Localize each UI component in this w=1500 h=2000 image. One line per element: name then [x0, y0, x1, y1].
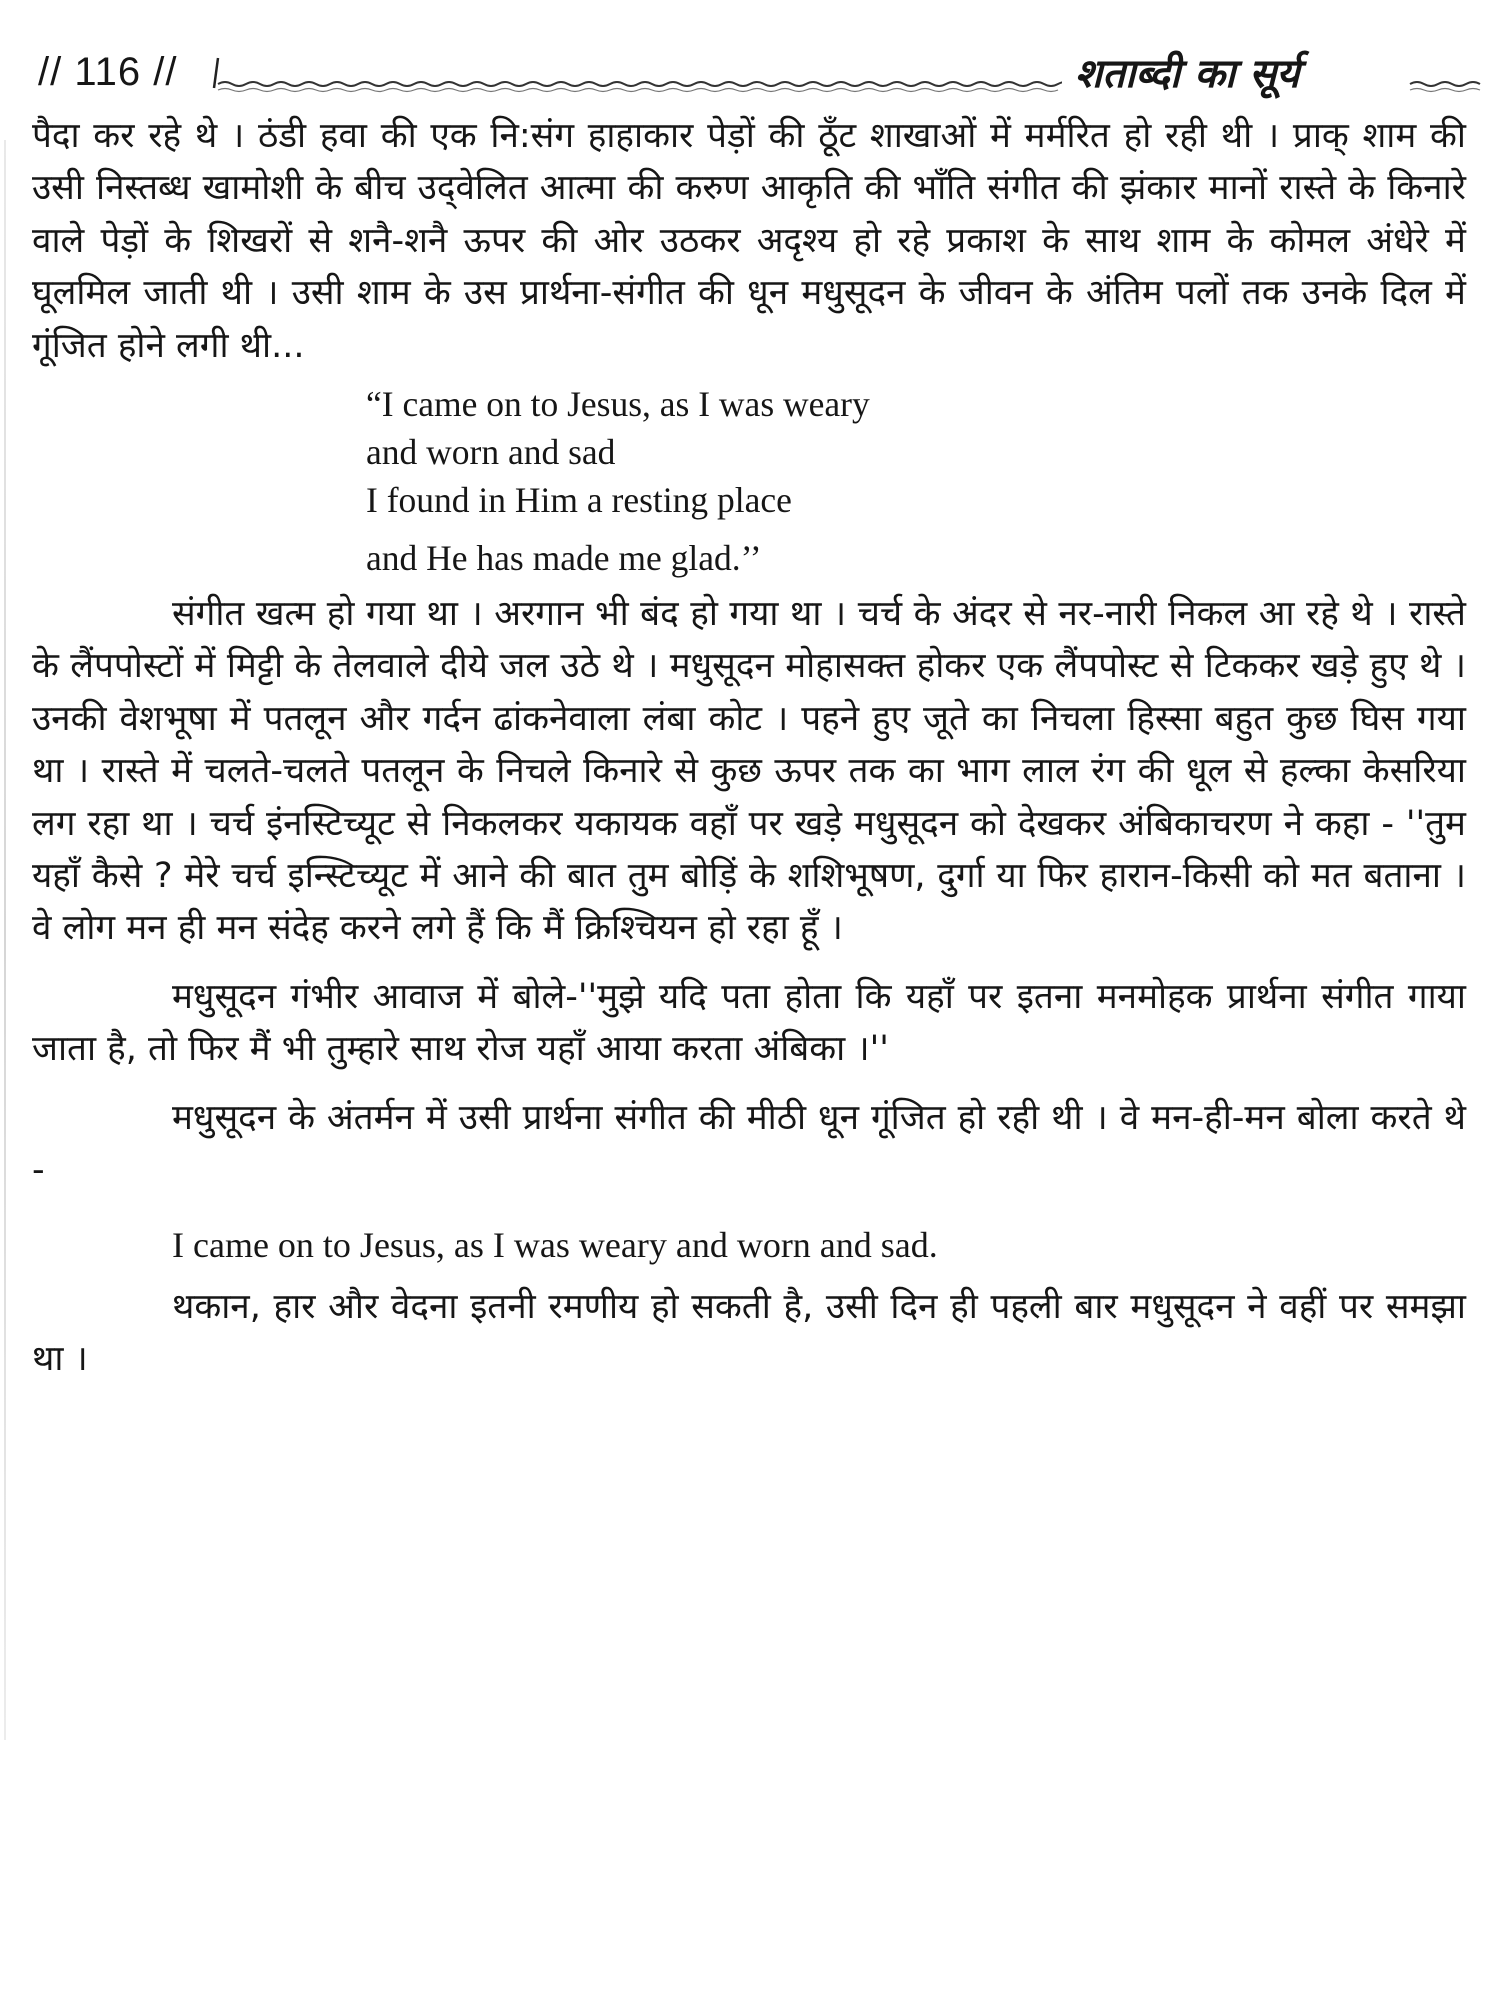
page-edge-shadow: [4, 140, 6, 1740]
english-inline-quote: I came on to Jesus, as I was weary and worn and sad.: [172, 1224, 938, 1265]
header-wavy-rule-icon: [212, 48, 1062, 98]
hymn-line-1: “I came on to Jesus, as I was weary: [366, 384, 870, 425]
hymn-line-3: I found in Him a resting place: [366, 480, 792, 521]
english-hymn-quote: [366, 380, 1466, 582]
hymn-line-4: and He has made me glad.’’: [366, 538, 762, 579]
page-number: // 116 //: [38, 50, 178, 94]
page-header: [30, 42, 1470, 102]
paragraph-3: मधुसूदन गंभीर आवाज में बोले-''मुझे यदि पता होता कि यहाँ पर इतना मनमोहक प्रार्थना संगीत गाया जाता है, तो फिर मैं भी तुम्हारे साथ रोज यहाँ आया करता अंबिका ।'': [32, 976, 1466, 1070]
page-body: [32, 110, 1466, 1385]
paragraph-5: थकान, हार और वेदना इतनी रमणीय हो सकती है, उसी दिन ही पहली बार मधुसूदन ने वहीं पर समझा था ।: [32, 1286, 1466, 1379]
paragraph-4: मधुसूदन के अंतर्मन में उसी प्रार्थना संगीत की मीठी धून गूंजित हो रही थी । वे मन-ही-मन बोला करते थे -: [32, 1097, 1466, 1191]
paragraph-1: पैदा कर रहे थे । ठंडी हवा की एक नि:संग हाहाकार पेड़ों की ठूँट शाखाओं में मर्मरित हो रही थी । प्राक् शाम की उसी निस्तब्ध खामोशी के बीच उद्‌वेलित आत्मा की करुण आकृति की भाँति संगीत की झंकार मानों रास्ते के किनारे वाले पेड़ों के शिखरों से शनै-शनै ऊपर की ओर उठकर अदृश्य हो रहे प्रकाश के साथ शाम के कोमल अंधेरे में घूलमिल जाती थी । उसी शाम के उस प्रार्थना-संगीत की धून मधुसूदन के जीवन के अंतिम पलों तक उनके दिल में गूंजित होने लगी थी...: [32, 116, 1466, 366]
paragraph-2: संगीत खत्म हो गया था । अरगान भी बंद हो गया था । चर्च के अंदर से नर-नारी निकल आ रहे थे । रास्ते के लैंपपोस्टों में मिट्टी के तेलवाले दीये जल उठे थे । मधुसूदन मोहासक्त होकर एक लैंपपोस्ट से टिककर खड़े हुए थे । उनकी वेशभूषा में पतलून और गर्दन ढांकनेवाला लंबा कोट । पहने हुए जूते का निचला हिस्सा बहुत कुछ घिस गया था । रास्ते में चलते-चलते पतलून के निचले किनारे से कुछ ऊपर तक का भाग लाल रंग की धूल से हल्का केसरिया लग रहा था । चर्च इंनस्टिच्यूट से निकलकर यकायक वहाँ पर खड़े मधुसूदन को देखकर अंबिकाचरण ने कहा - ''तुम यहाँ कैसे ? मेरे चर्च इन्स्टिच्यूट में आने की बात तुम बोड़िं के शशिभूषण, दुर्गा या फिर हारान-किसी को मत बताना । वे लोग मन ही मन संदेह करने लगे हैं कि मैं क्रिश्चियन हो रहा हूँ ।: [32, 594, 1466, 949]
header-wavy-tail-icon: [1408, 48, 1488, 98]
running-title: शताब्दी का सूर्य: [1075, 51, 1300, 97]
hymn-line-2: and worn and sad: [366, 432, 616, 473]
